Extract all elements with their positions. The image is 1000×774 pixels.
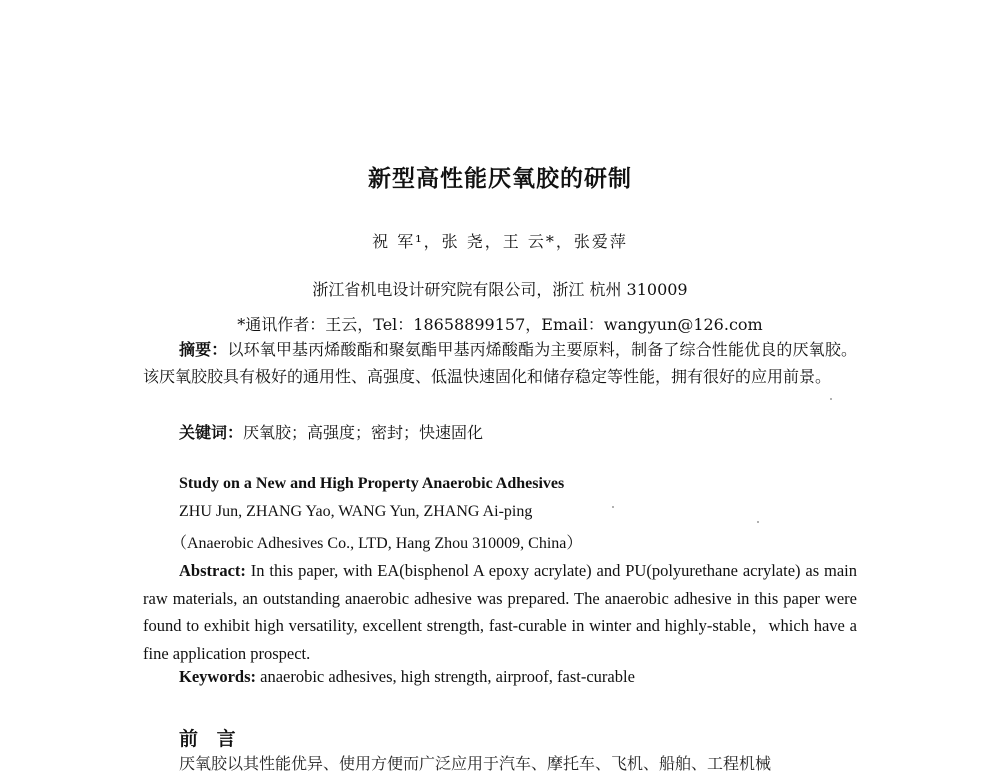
corresponding-author: *通讯作者：王云，Tel：18658899157，Email：wangyun@126.com	[237, 315, 763, 334]
keywords-cn-text: 厌氧胶；高强度；密封；快速固化	[243, 423, 484, 442]
keywords-cn	[143, 419, 857, 446]
abstract-en-text: In this paper, with EA(bisphenol A epoxy acrylate) and PU(polyurethane acrylate) as main raw materials, an outstanding anaerobic adhesive was prepared. The anaerobic adhesive in this paper were found to exhibit high versatility, excellent strength, fast-curable in winter and highly-stable，which have a fine application prospect.	[143, 561, 857, 663]
scan-speck	[757, 521, 759, 523]
english-authors: ZHU Jun, ZHANG Yao, WANG Yun, ZHANG Ai-ping	[179, 503, 533, 520]
affiliation: 浙江省机电设计研究院有限公司，浙江 杭州 310009	[312, 280, 688, 299]
keywords-en-text: anaerobic adhesives, high strength, airproof, fast-curable	[256, 667, 635, 686]
abstract-cn-label: 摘要：	[179, 340, 228, 359]
section-heading-preface: 前 言	[179, 728, 242, 750]
scan-speck	[612, 506, 614, 508]
keywords-cn-label: 关键词：	[179, 423, 244, 442]
abstract-en-label: Abstract:	[179, 561, 246, 580]
keywords-en-label: Keywords:	[179, 667, 256, 686]
english-affiliation: （Anaerobic Adhesives Co., LTD, Hang Zhou 310009, China）	[171, 535, 583, 552]
abstract-en	[143, 557, 857, 667]
body-text-first-line: 厌氧胶以其性能优异、使用方便而广泛应用于汽车、摩托车、飞机、船舶、工程机械	[179, 754, 772, 773]
abstract-cn-text: 以环氧甲基丙烯酸酯和聚氨酯甲基丙烯酸酯为主要原料，制备了综合性能优良的厌氧胶。该厌氧胶胶具有极好的通用性、高强度、低温快速固化和储存稳定等性能，拥有很好的应用前景。	[143, 340, 857, 386]
paper-title: 新型高性能厌氧胶的研制	[368, 166, 632, 192]
keywords-en	[179, 667, 635, 687]
english-title: Study on a New and High Property Anaerobic Adhesives	[179, 475, 565, 492]
scan-speck	[830, 398, 832, 400]
abstract-cn	[143, 336, 857, 390]
author-list: 祝 军¹，张 尧，王 云*，张爱萍	[372, 232, 628, 251]
